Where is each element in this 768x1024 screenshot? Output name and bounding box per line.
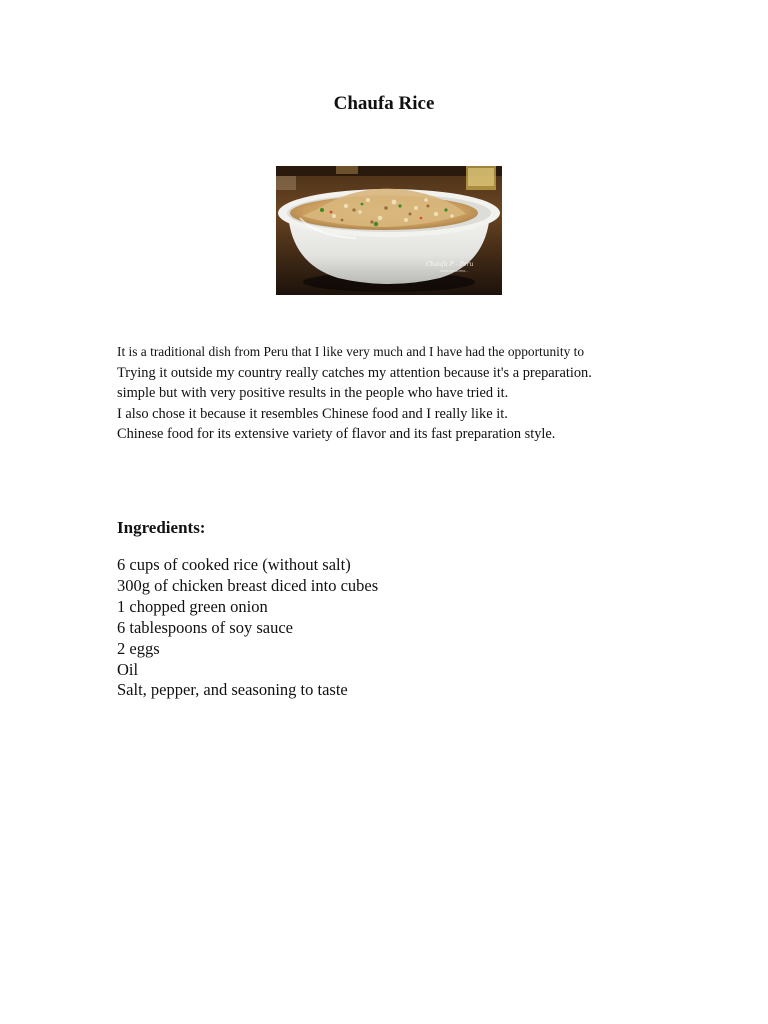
ingredients-list <box>117 555 378 701</box>
photo-watermark-sub: www.consumo... <box>440 269 469 273</box>
intro-line: It is a traditional dish from Peru that I like very much and I have had the opportunity to <box>117 344 585 359</box>
intro-paragraph <box>117 342 677 445</box>
photo-watermark: Chaufa P - Peru <box>426 261 474 268</box>
ingredient-item: Oil <box>117 659 139 679</box>
intro-line: I also chose it because it resembles Chinese food and I really like it. <box>117 405 508 422</box>
chaufa-rice-photo <box>276 166 502 295</box>
recipe-title: Chaufa Rice <box>333 93 435 114</box>
ingredient-item: 6 tablespoons of soy sauce <box>117 617 293 637</box>
ingredient-item: 2 eggs <box>117 638 160 658</box>
ingredient-item: 1 chopped green onion <box>117 596 268 616</box>
ingredient-item: 6 cups of cooked rice (without salt) <box>117 555 351 574</box>
ingredient-item: Salt, pepper, and seasoning to taste <box>117 680 348 700</box>
ingredient-item: 300g of chicken breast diced into cubes <box>117 575 379 595</box>
intro-line: Trying it outside my country really catches my attention because it's a preparation. <box>117 364 592 381</box>
intro-line: simple but with very positive results in the people who have tried it. <box>117 385 509 401</box>
intro-line: Chinese food for its extensive variety of flavor and its fast preparation style. <box>117 426 556 442</box>
ingredients-heading: Ingredients: <box>117 518 206 537</box>
